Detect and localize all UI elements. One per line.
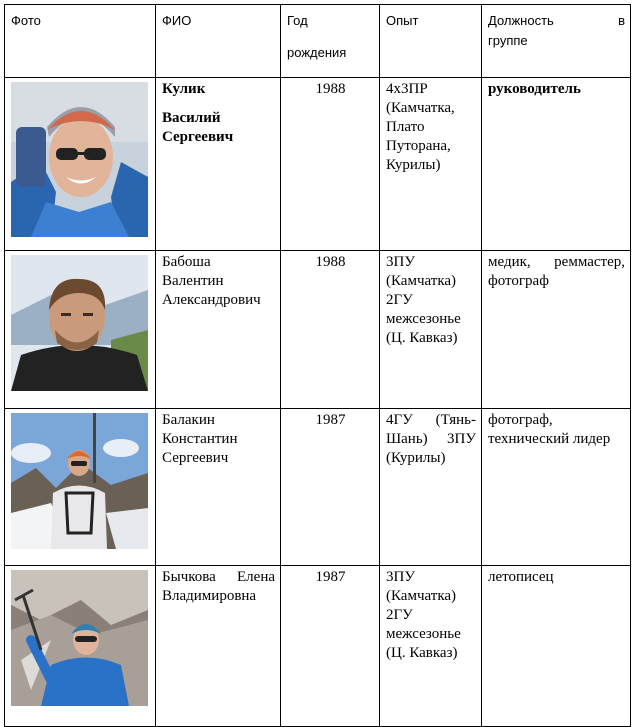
photo-cell	[5, 251, 156, 409]
role: летописец	[482, 566, 631, 727]
header-name: ФИО	[156, 5, 281, 78]
document	[4, 4, 631, 727]
header-year-line2: рождения	[287, 45, 347, 60]
birth-year: 1987	[281, 566, 380, 727]
experience: 4ГУ (Тянь-Шань) 3ПУ (Курилы)	[380, 409, 482, 566]
member-photo-3	[11, 413, 148, 549]
table-row	[5, 409, 631, 566]
header-experience: Опыт	[380, 5, 482, 78]
table-header-row	[5, 5, 631, 78]
header-role-word2: в	[618, 13, 625, 28]
group-members-table	[4, 4, 631, 727]
birth-year: 1988	[281, 251, 380, 409]
member-surname: Кулик	[162, 81, 206, 97]
experience: 3ПУ (Камчатка) 2ГУ межсезонье (Ц. Кавказ)	[380, 251, 482, 409]
member-photo-1	[11, 82, 148, 237]
member-photo-4	[11, 570, 148, 706]
birth-year: 1988	[281, 78, 380, 251]
role: фотограф, технический лидер	[482, 409, 631, 566]
table-row	[5, 251, 631, 409]
header-role-line2: группе	[488, 33, 528, 48]
table-row	[5, 566, 631, 727]
experience: 4х3ПР (Камчатка, Плато Путорана, Курилы)	[380, 78, 482, 251]
header-role	[482, 5, 631, 78]
name-cell: Бычкова Елена Владимировна	[156, 566, 281, 727]
birth-year: 1987	[281, 409, 380, 566]
role: медик, реммастер, фотограф	[482, 251, 631, 409]
member-given-names: Василий Сергеевич	[162, 110, 234, 145]
header-photo: Фото	[5, 5, 156, 78]
header-year-line1: Год	[287, 13, 308, 28]
experience: 3ПУ (Камчатка) 2ГУ межсезонье (Ц. Кавказ)	[380, 566, 482, 727]
photo-cell	[5, 566, 156, 727]
name-cell: Бабоша Валентин Александрович	[156, 251, 281, 409]
header-year	[281, 5, 380, 78]
role: руководитель	[482, 78, 631, 251]
photo-cell	[5, 409, 156, 566]
name-cell	[156, 78, 281, 251]
member-photo-2	[11, 255, 148, 391]
header-role-word1: Должность	[488, 13, 554, 28]
table-row	[5, 78, 631, 251]
photo-cell	[5, 78, 156, 251]
name-cell: Балакин Константин Сергеевич	[156, 409, 281, 566]
